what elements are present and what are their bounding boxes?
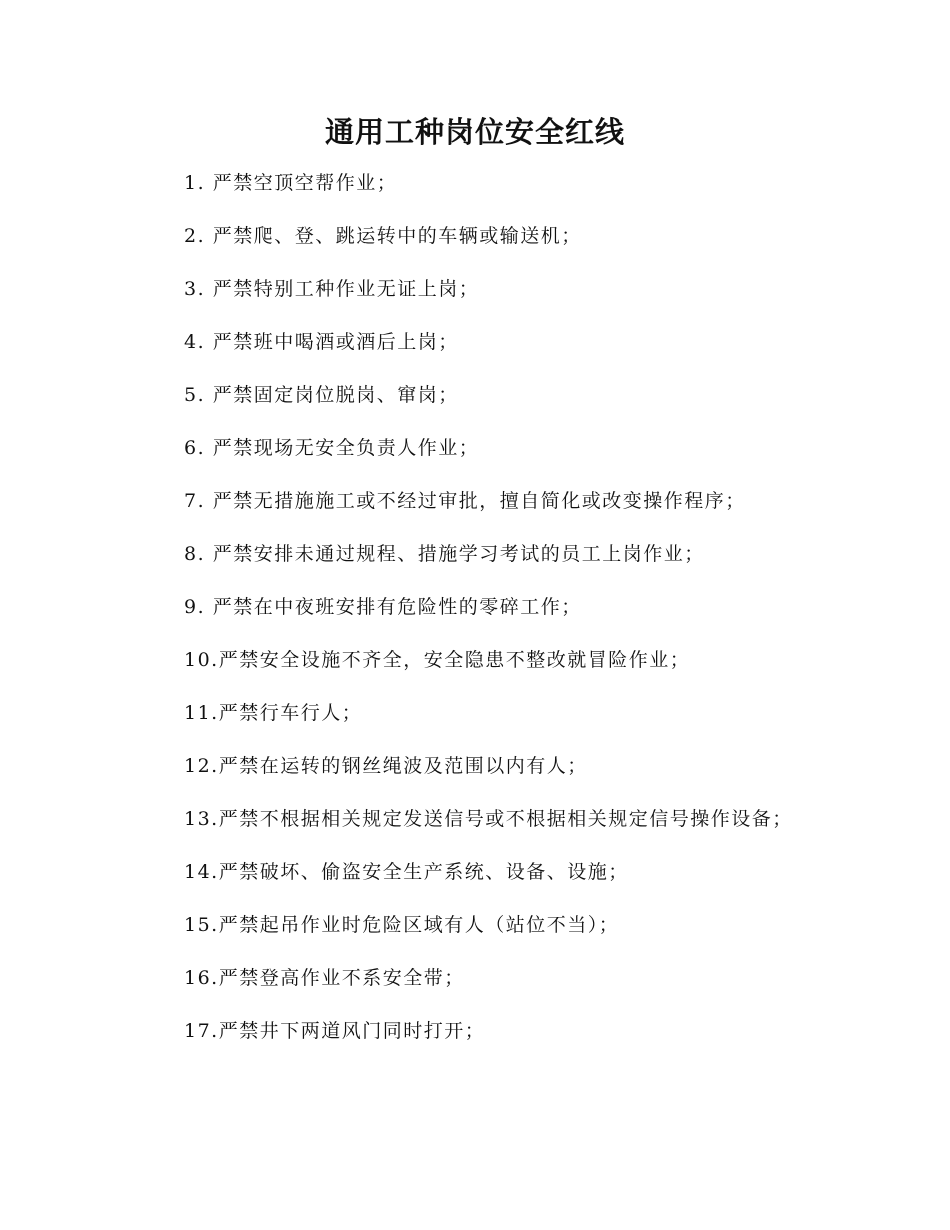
item-number: 10. — [184, 649, 219, 671]
item-number: 16. — [184, 967, 219, 989]
list-item — [140, 643, 800, 677]
item-text: 严禁在中夜班安排有危险性的零碎工作； — [212, 596, 582, 618]
list-item — [140, 378, 800, 412]
item-number: 4. — [184, 331, 206, 353]
item-number: 3. — [184, 278, 206, 300]
list-item — [140, 484, 800, 518]
item-number: 13. — [184, 808, 219, 830]
list-item — [140, 590, 800, 624]
item-text: 严禁空顶空帮作业； — [212, 172, 398, 194]
item-text: 严禁不根据相关规定发送信号或不根据相关规定信号操作设备； — [218, 808, 793, 830]
list-item — [140, 537, 800, 571]
item-text: 严禁爬、登、跳运转中的车辆或输送机； — [212, 225, 582, 247]
item-text: 严禁无措施施工或不经过审批，擅自简化或改变操作程序； — [212, 490, 746, 512]
item-number: 7. — [184, 490, 206, 512]
list-item — [140, 431, 800, 465]
list-item — [140, 961, 800, 995]
list-item — [140, 696, 800, 730]
item-number: 8. — [184, 543, 206, 565]
item-number: 5. — [184, 384, 206, 406]
item-number: 1. — [184, 172, 206, 194]
item-text: 严禁起吊作业时危险区域有人（站位不当）； — [218, 914, 620, 936]
item-number: 12. — [184, 755, 219, 777]
item-text: 严禁在运转的钢丝绳波及范围以内有人； — [218, 755, 588, 777]
item-number: 2. — [184, 225, 206, 247]
list-item — [140, 166, 800, 200]
list-item — [140, 272, 800, 306]
item-number: 11. — [184, 702, 219, 724]
item-number: 17. — [184, 1020, 219, 1042]
item-text: 严禁破坏、偷盗安全生产系统、设备、设施； — [218, 861, 629, 883]
item-text: 严禁安排未通过规程、措施学习考试的员工上岗作业； — [212, 543, 705, 565]
item-text: 严禁现场无安全负责人作业； — [212, 437, 480, 459]
list-item — [140, 219, 800, 253]
item-text: 严禁特别工种作业无证上岗； — [212, 278, 480, 300]
item-number: 6. — [184, 437, 206, 459]
item-text: 严禁安全设施不齐全，安全隐患不整改就冒险作业； — [218, 649, 691, 671]
list-item — [140, 908, 800, 942]
list-item — [140, 1014, 800, 1048]
item-text: 严禁井下两道风门同时打开； — [218, 1020, 486, 1042]
item-number: 14. — [184, 861, 219, 883]
item-text: 严禁登高作业不系安全带； — [218, 967, 465, 989]
item-text: 严禁行车行人； — [218, 702, 363, 724]
list-item — [140, 855, 800, 889]
item-number: 15. — [184, 914, 219, 936]
list-item — [140, 325, 800, 359]
list-item — [140, 749, 800, 783]
item-text: 严禁固定岗位脱岗、窜岗； — [212, 384, 459, 406]
document-title: 通用工种岗位安全红线 — [324, 115, 625, 149]
item-number: 9. — [184, 596, 206, 618]
safety-rule-list — [140, 166, 800, 1067]
list-item — [140, 802, 800, 836]
item-text: 严禁班中喝酒或酒后上岗； — [212, 331, 459, 353]
